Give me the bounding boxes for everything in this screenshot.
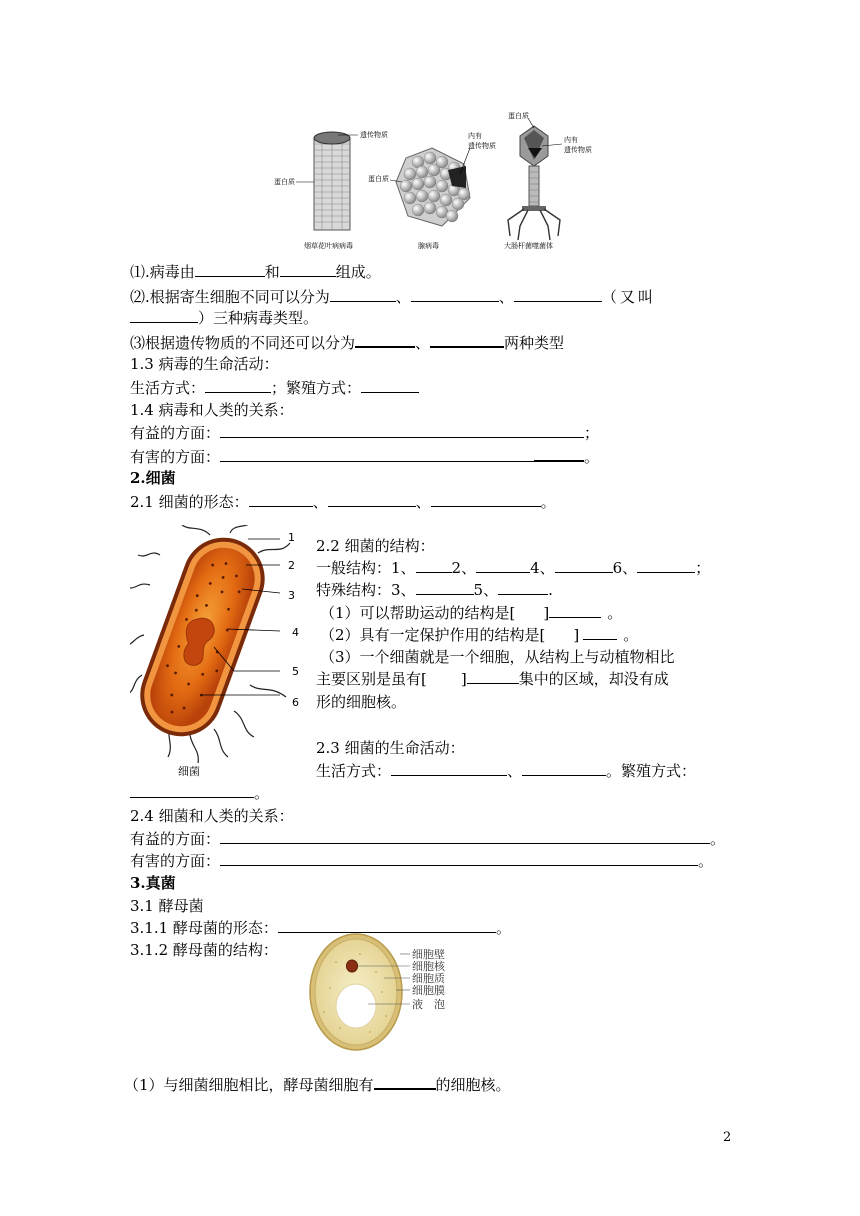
blank[interactable] [361,378,419,393]
fungi-heading: 3.真菌 [130,874,176,892]
bacterium-caption: 细菌 [178,765,200,778]
adeno-label-protein: 蛋白质 [368,175,389,183]
virus-bad: 有害的方面： 。 [130,448,600,466]
blank[interactable] [220,423,584,438]
tmv-label-genetic: 遗传物质 [360,131,388,139]
bacteria-life: 生活方式： 、 。繁殖方式： [316,762,697,780]
tmv-caption: 烟草花叶病病毒 [304,242,353,250]
tobacco-mosaic-virus-image [296,132,358,230]
bacteria-life-cont: 。 [130,783,269,803]
yeast-nucleus [347,960,358,972]
bacteria-shape: 2.1 细菌的形态： 、 、 。 [130,493,556,511]
blank[interactable] [416,580,474,595]
bacterium-body [130,526,276,748]
blank[interactable] [355,332,415,348]
bacteria-q3-line1: （3）一个细菌就是一个细胞，从结构上与动植物相比 [320,648,675,666]
bacterium-number-5: 5 [292,665,299,678]
blank[interactable] [431,492,541,507]
yeast-label-wall: 细胞壁 [412,948,445,961]
bacteria-good: 有益的方面： 。 [130,830,726,848]
blank[interactable] [328,492,416,507]
section-2-4: 2.4 细菌和人类的关系： [130,807,294,825]
adeno-caption: 腺病毒 [418,242,439,250]
yeast-label-vacuole: 液 泡 [412,998,445,1011]
section-1-3: 1.3 病毒的生命活动： [130,355,279,373]
section-2-3: 2.3 细菌的生命活动： [316,739,465,757]
blank[interactable] [416,558,452,573]
section-3-1-1: 3.1.1 酵母菌的形态： 。 [130,919,511,937]
blank[interactable] [280,262,336,277]
blank[interactable] [549,603,601,618]
virus-q2-cont: ）三种病毒类型。 [130,308,318,328]
blank[interactable] [130,783,254,798]
bacterium-figure [130,525,320,780]
adeno-label-genetic: 遗传物质 [468,142,496,150]
phage-label-protein: 蛋白质 [508,112,529,120]
blank[interactable] [637,558,695,573]
bacterium-number-1: 1 [288,531,295,544]
bacterium-number-6: 6 [292,696,299,709]
blank[interactable] [467,669,519,684]
bacterium-number-3: 3 [288,589,295,602]
yeast-vacuole [336,984,376,1028]
section-1-4: 1.4 病毒和人类的关系： [130,401,294,419]
blank[interactable] [374,1074,436,1090]
adenovirus-image [390,148,470,226]
virus-life: 生活方式： ；繁殖方式： [130,378,419,398]
bacterium-number-2: 2 [288,559,295,572]
blank[interactable] [583,625,617,640]
blank[interactable] [476,558,530,573]
yeast-label-membrane: 细胞膜 [412,984,445,997]
blank[interactable] [411,287,499,302]
phage-label-genetic: 遗传物质 [564,146,592,154]
blank[interactable] [220,851,698,866]
tmv-label-protein: 蛋白质 [274,178,295,186]
blank[interactable] [278,918,496,933]
yeast-figure [300,932,460,1056]
blank[interactable] [534,446,584,462]
blank[interactable] [555,558,613,573]
blank[interactable] [391,761,507,776]
bacteria-q3-line3: 形的细胞核。 [316,693,407,711]
yeast-label-cytoplasm: 细胞质 [412,972,445,985]
virus-q2: ⑵.根据寄生细胞不同可以分为 、 、 （又叫 [130,288,656,306]
fungi-q1: （1）与细菌细胞相比，酵母菌细胞有 的细胞核。 [124,1076,511,1094]
section-3-1: 3.1 酵母菌 [130,897,204,915]
blank[interactable] [430,332,504,348]
blank[interactable] [498,580,548,595]
phage-label-inside: 内有 [564,136,578,144]
blank[interactable] [205,378,271,393]
blank[interactable] [130,308,198,323]
virus-figure [272,108,592,258]
bacteria-general-structure: 一般结构：1、 2、 4、 6、 ； [316,559,711,577]
adeno-label-inside: 内有 [468,132,482,140]
yeast-label-nucleus: 细胞核 [412,960,445,973]
blank[interactable] [195,262,265,277]
page-number: 2 [723,1130,732,1145]
bacteria-bad: 有害的方面： 。 [130,852,714,870]
virus-q3: ⑶根据遗传物质的不同还可以分为 、 两种类型 [130,334,565,352]
blank[interactable] [220,829,710,844]
bacteria-special-structure: 特殊结构：3、 5、 . [316,581,553,599]
bacteria-heading: 2.细菌 [130,469,176,487]
bacteriophage-image [508,118,562,240]
bacteria-q3-line2: 主要区别是虽有[ ] 集中的区域，却没有成 [316,670,669,688]
blank[interactable] [522,761,606,776]
blank[interactable] [514,287,602,302]
blank[interactable] [249,492,313,507]
phage-caption: 大肠杆菌噬菌体 [504,242,553,250]
blank[interactable] [220,447,534,462]
section-2-2: 2.2 细菌的结构： [316,537,435,555]
bacteria-q1: （1）可以帮助运动的结构是[ ] 。 [320,604,623,622]
virus-q1: ⑴.病毒由 和 组成。 [130,263,381,281]
section-3-1-2: 3.1.2 酵母菌的结构： [130,941,278,959]
bacteria-q2: （2）具有一定保护作用的结构是[ ] 。 [320,626,639,644]
virus-good: 有益的方面： ； [130,424,600,442]
bacterium-number-4: 4 [292,626,299,639]
blank[interactable] [330,287,396,302]
